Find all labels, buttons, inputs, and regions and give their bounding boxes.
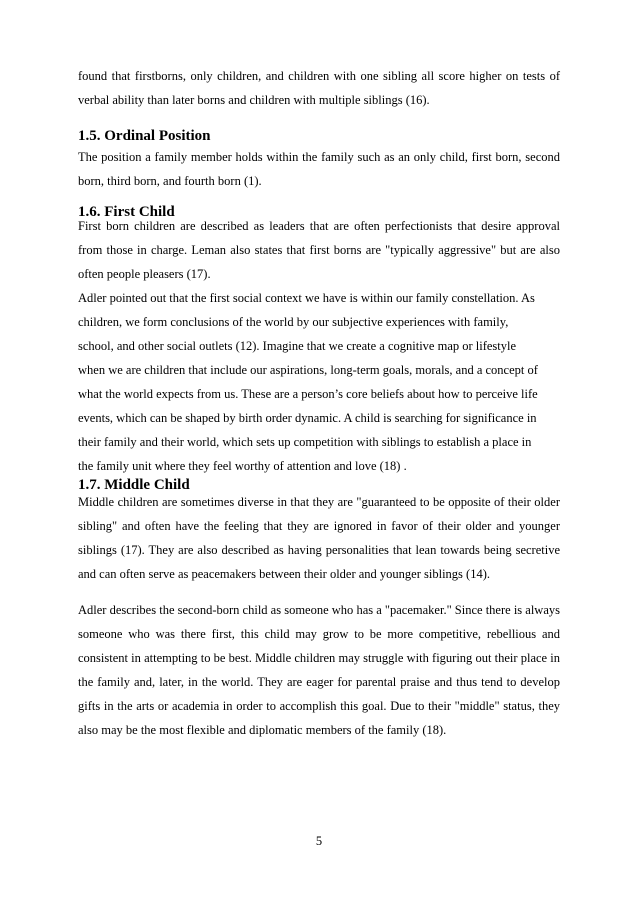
heading-middle-child: 1.7. Middle Child	[78, 477, 190, 493]
heading-ordinal-position: 1.5. Ordinal Position	[78, 128, 211, 144]
paragraph-adler-second-born: Adler describes the second-born child as someone who has a "pacemaker." Since there is always someone who was there first, this child may grow to be more competitive, rebellious and consistent in attempting to be best. Middle children may struggle with figuring out their place in the family and, later, in the world. They are eager for parental praise and thus tend to develop gifts in the arts or academia in order to accomplish this goal. Due to their "middle" status, they also may be the most flexible and diplomatic members of the family (18).	[78, 603, 560, 737]
paragraph-first-child-description: First born children are described as leaders that are often perfectionists that desire approval from those in charge. Leman also states that first borns are "typically aggressive" but are also often people pleasers (17).	[78, 219, 560, 281]
paragraph-adler-social-context: Adler pointed out that the first social context we have is within our family constellation. As children, we form conclusions of the world by our subjective experiences with family, school, and other social outlets (12). Imagine that we create a cognitive map or lifestyle when we are children that include our aspirations, long-term goals, morals, and a concept of what the world expects from us. These are a person’s core beliefs about how to perceive life events, which can be shaped by birth order dynamic. A child is searching for significance in their family and their world, which sets up competition with siblings to establish a place in the family unit where they feel worthy of attention and love (18) .	[78, 291, 538, 473]
paragraph-ordinal-position: The position a family member holds within the family such as an only child, first born, second born, third born, and fourth born (1).	[78, 150, 560, 188]
paragraph-continuation: found that firstborns, only children, and children with one sibling all score higher on tests of verbal ability than later borns and children with multiple siblings (16).	[78, 69, 560, 107]
heading-first-child: 1.6. First Child	[78, 204, 175, 220]
page-number: 5	[315, 834, 323, 848]
paragraph-middle-child-description: Middle children are sometimes diverse in that they are "guaranteed to be opposite of their older sibling" and often have the feeling that they are ignored in favor of their older and younger siblings (17). They are also described as having personalities that lean towards being secretive and can often serve as peacemakers between their older and younger siblings (14).	[78, 495, 560, 581]
